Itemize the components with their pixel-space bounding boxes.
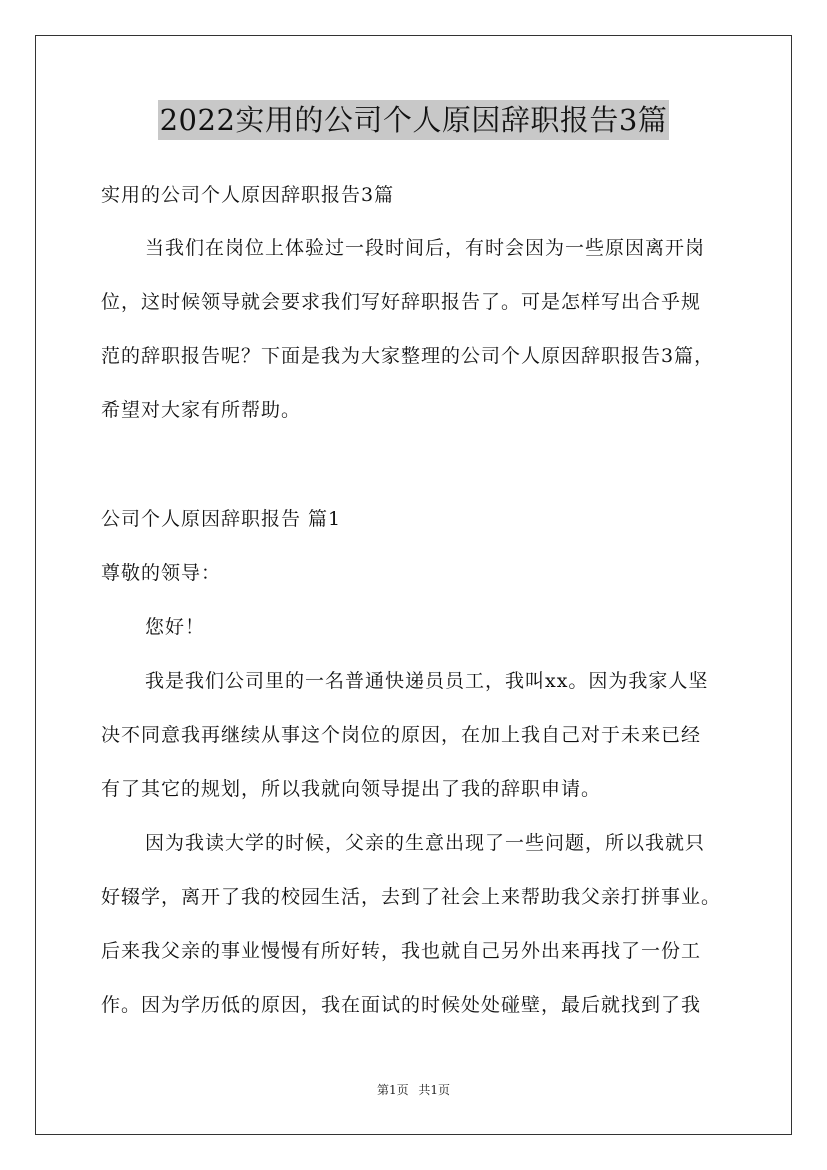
document-title: 2022实用的公司个人原因辞职报告3篇 (158, 100, 670, 140)
intro-line-1: 当我们在岗位上体验过一段时间后，有时会因为一些原因离开岗 (145, 237, 706, 259)
para1-line-2: 决不同意我再继续从事这个岗位的原因，在加上我自己对于未来已经 (101, 724, 702, 746)
para2-line-1: 因为我读大学的时候，父亲的生意出现了一些问题，所以我就只 (145, 832, 706, 854)
intro-line-2: 位，这时候领导就会要求我们写好辞职报告了。可是怎样写出合乎规 (101, 291, 702, 313)
para2-line-3: 后来我父亲的事业慢慢有所好转，我也就自己另外出来再找了一份工 (101, 940, 702, 962)
greeting: 您好！ (145, 616, 206, 638)
para2-line-4: 作。因为学历低的原因，我在面试的时候处处碰壁，最后就找到了我 (101, 994, 702, 1016)
page-footer (0, 1081, 827, 1099)
para1-line-1: 我是我们公司里的一名普通快递员员工，我叫xx。因为我家人坚 (145, 670, 709, 692)
subtitle: 实用的公司个人原因辞职报告3篇 (101, 184, 395, 206)
section-heading: 公司个人原因辞职报告 篇1 (101, 508, 342, 530)
title-container (0, 100, 827, 140)
page-number: 第1页 (376, 1083, 409, 1097)
page-total: 共1页 (418, 1083, 451, 1097)
salutation: 尊敬的领导： (101, 562, 222, 584)
para1-line-3: 有了其它的规划，所以我就向领导提出了我的辞职申请。 (101, 778, 602, 800)
para2-line-2: 好辍学，离开了我的校园生活，去到了社会上来帮助我父亲打拼事业。 (101, 886, 722, 908)
intro-line-3: 范的辞职报告呢？下面是我为大家整理的公司个人原因辞职报告3篇， (101, 345, 715, 367)
intro-line-4: 希望对大家有所帮助。 (101, 399, 302, 421)
